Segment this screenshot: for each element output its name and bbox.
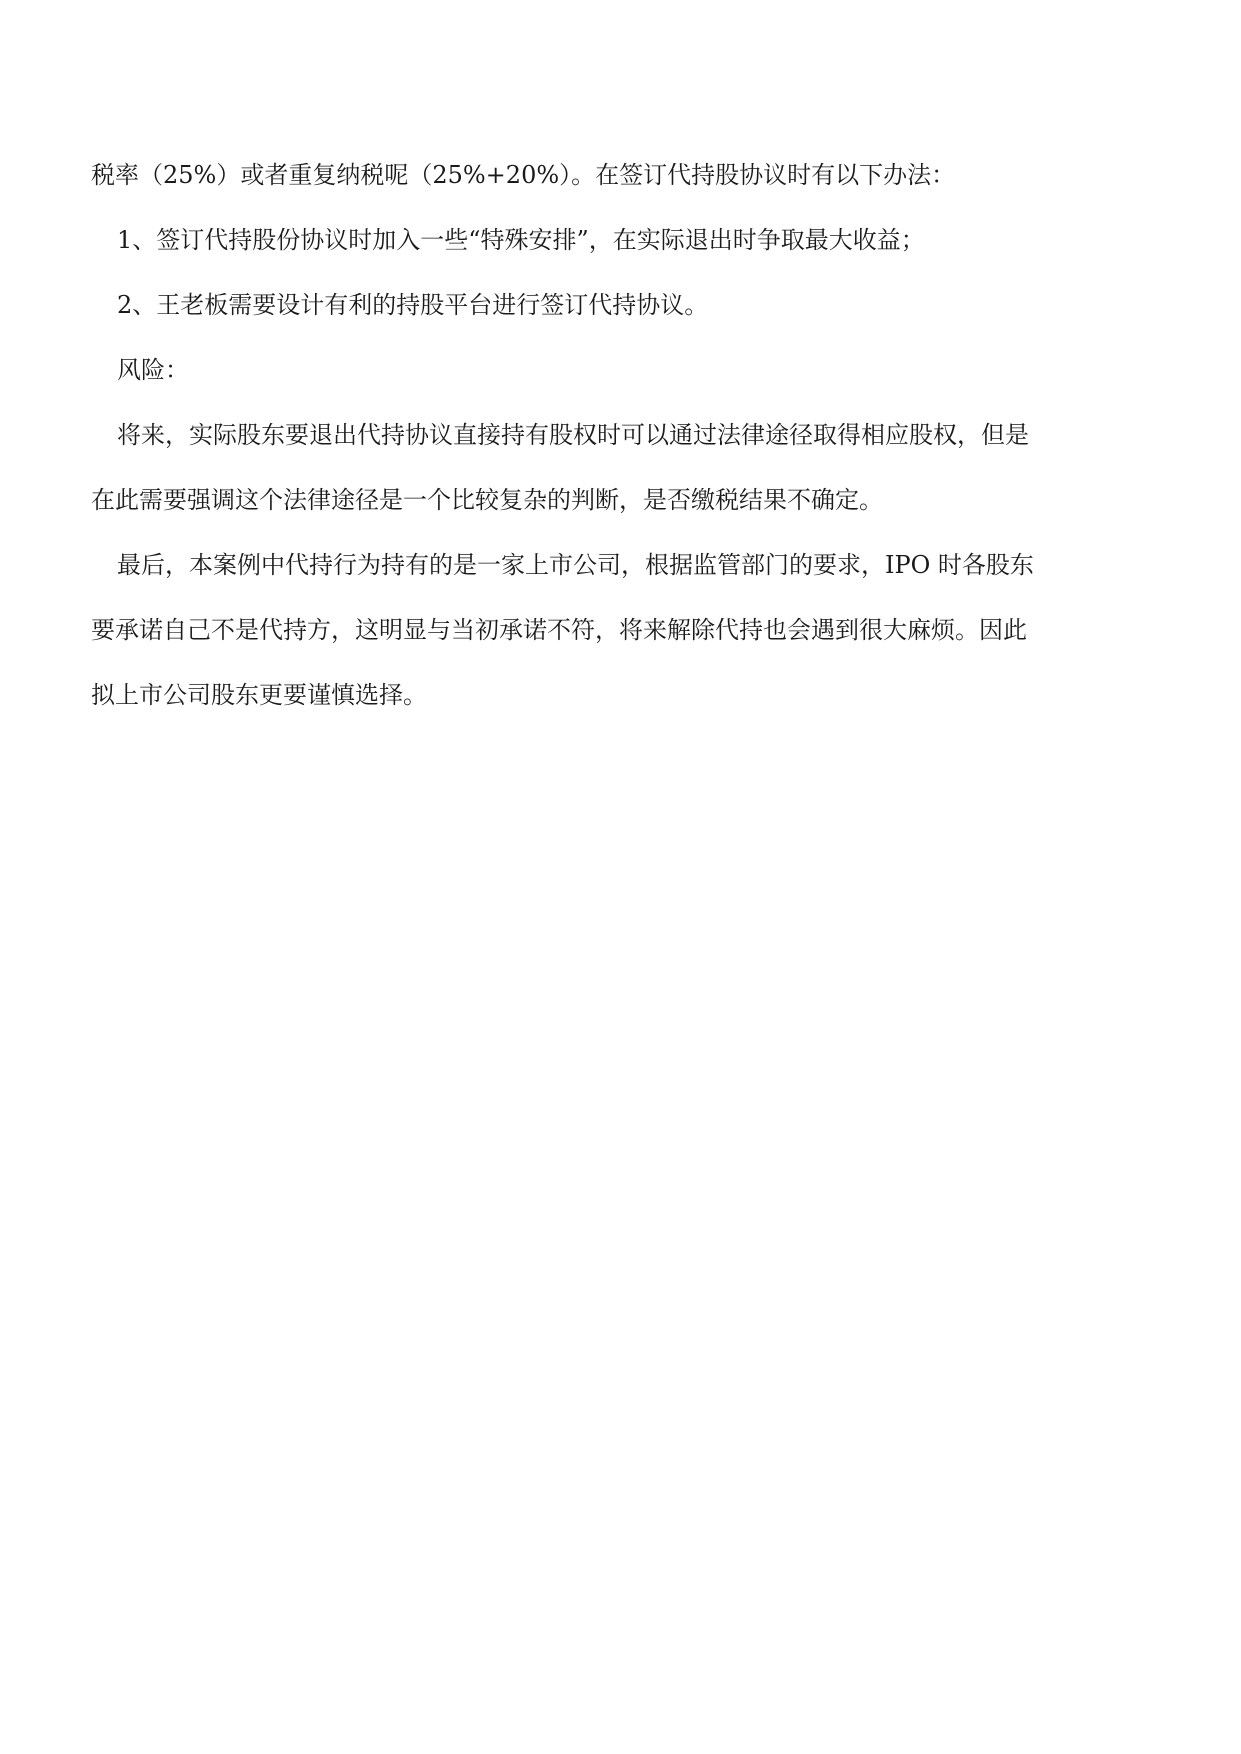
list-item-2: 2、王老板需要设计有利的持股平台进行签订代持协议。 xyxy=(117,291,709,319)
final-paragraph-line-1: 最后，本案例中代持行为持有的是一家上市公司，根据监管部门的要求，IPO 时各股东 xyxy=(117,551,1034,579)
risk-heading: 风险： xyxy=(117,356,189,384)
list-item-1: 1、签订代持股份协议时加入一些“特殊安排”，在实际退出时争取最大收益； xyxy=(117,226,925,254)
final-paragraph-line-2: 要承诺自己不是代持方，这明显与当初承诺不符，将来解除代持也会遇到很大麻烦。因此 xyxy=(91,616,1027,644)
risk-paragraph-line-2: 在此需要强调这个法律途径是一个比较复杂的判断，是否缴税结果不确定。 xyxy=(91,486,883,514)
risk-paragraph-line-1: 将来，实际股东要退出代持协议直接持有股权时可以通过法律途径取得相应股权，但是 xyxy=(117,421,1029,449)
paragraph-line-tax-rate: 税率（25%）或者重复纳税呢（25%+20%）。在签订代持股协议时有以下办法： xyxy=(91,161,956,189)
final-paragraph-line-3: 拟上市公司股东更要谨慎选择。 xyxy=(91,681,427,709)
document-body xyxy=(91,159,1151,744)
